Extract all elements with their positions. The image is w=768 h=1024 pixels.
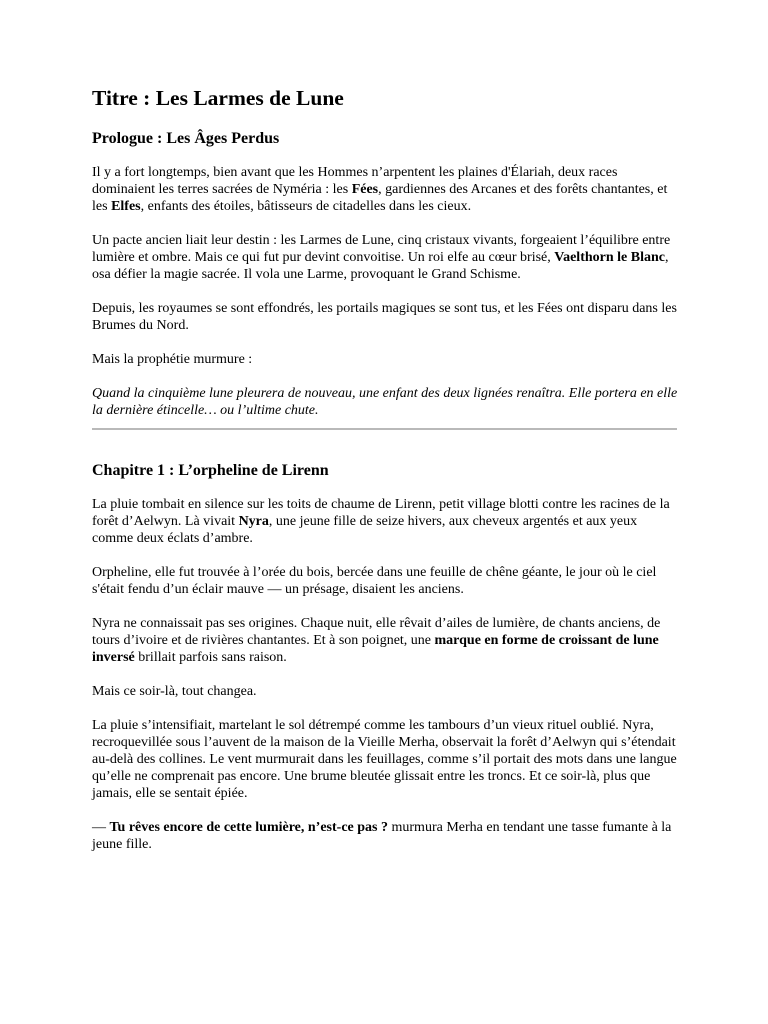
text-run: , une jeune fille de seize hivers, aux cheveux argentés et aux yeux comme deux éclats d’ambre.	[92, 514, 638, 546]
document-title: Titre : Les Larmes de Lune	[92, 86, 344, 110]
prologue-paragraph-1	[92, 164, 680, 215]
prologue-paragraph-2	[92, 232, 680, 283]
text-run: La pluie tombait en silence sur les toits de chaume de Lirenn, petit village blotti contre les racines de la forêt d’Aelwyn. Là vivait	[92, 497, 670, 529]
text-run: murmura Merha en tendant une tasse fumante à la jeune fille.	[92, 820, 672, 852]
text-run: Nyra ne connaissait pas ses origines. Chaque nuit, elle rêvait d’ailes de lumière, de chants anciens, de tours d’ivoire et de rivières chantantes. Et à son poignet, une	[92, 616, 661, 648]
text-run: Un pacte ancien liait leur destin : les Larmes de Lune, cinq cristaux vivants, forgeaient l’équilibre entre lumière et ombre. Mais ce qui fut pur devint convoitise. Un roi elfe au cœur brisé,	[92, 233, 671, 265]
text-run: Il y a fort longtemps, bien avant que les Hommes n’arpentent les plaines d'Élariah, deux races dominaient les terres sacrées de Nyméria : les	[92, 165, 618, 197]
bold-name-nyra: Nyra	[238, 514, 269, 529]
text-run: , enfants des étoiles, bâtisseurs de citadelles dans les cieux.	[140, 199, 472, 214]
bold-name-vaelthorn: Vaelthorn le Blanc	[554, 250, 665, 265]
section-divider	[92, 428, 677, 430]
bold-term-elfes: Elfes	[111, 199, 141, 214]
prologue-heading: Prologue : Les Âges Perdus	[92, 130, 280, 147]
chapter-1-paragraph-1	[92, 496, 680, 547]
document-page	[92, 84, 680, 853]
chapter-1-paragraph-6	[92, 819, 680, 853]
text-run: , gardiennes des Arcanes et des forêts chantantes, et les	[92, 182, 668, 214]
text-run: —	[92, 820, 110, 835]
chapter-1-heading: Chapitre 1 : L’orpheline de Lirenn	[92, 462, 329, 479]
bold-phrase-marque: marque en forme de croissant de lune inversé	[92, 633, 659, 665]
text-run: brillait parfois sans raison.	[134, 650, 287, 665]
prologue-paragraph-3: Depuis, les royaumes se sont effondrés, les portails magiques se sont tus, et les Fées ont disparu dans les Brumes du Nord.	[92, 301, 677, 333]
chapter-1-paragraph-2: Orpheline, elle fut trouvée à l’orée du bois, bercée dans une feuille de chêne géante, le jour où le ciel s'était fendu d’un éclair mauve — un présage, disaient les anciens.	[92, 565, 657, 597]
chapter-1-paragraph-3	[92, 615, 680, 666]
text-run: , osa défier la magie sacrée. Il vola une Larme, provoquant le Grand Schisme.	[92, 250, 669, 282]
prophecy-quote: Quand la cinquième lune pleurera de nouveau, une enfant des deux lignées renaîtra. Elle portera en elle la dernière étincelle… ou l’ultime chute.	[92, 386, 678, 418]
chapter-1-paragraph-5: La pluie s’intensifiait, martelant le sol détrempé comme les tambours d’un vieux rituel oublié. Nyra, recroquevillée sous l’auvent de la maison de la Vieille Merha, observait la forêt d’Aelwyn qui s’étendait au-delà des collines. Le vent murmurait dans les feuillages, comme s’il portait des mots dans une langue qu’elle ne comprenait pas encore. Une brume bleutée glissait entre les troncs. Et ce soir-là, plus que jamais, elle se sentait épiée.	[92, 718, 677, 801]
bold-term-fees: Fées	[351, 182, 379, 197]
bold-dialogue: Tu rêves encore de cette lumière, n’est-ce pas ?	[109, 820, 388, 835]
prologue-paragraph-4: Mais la prophétie murmure :	[92, 352, 253, 367]
chapter-1-paragraph-4: Mais ce soir-là, tout changea.	[92, 684, 257, 699]
